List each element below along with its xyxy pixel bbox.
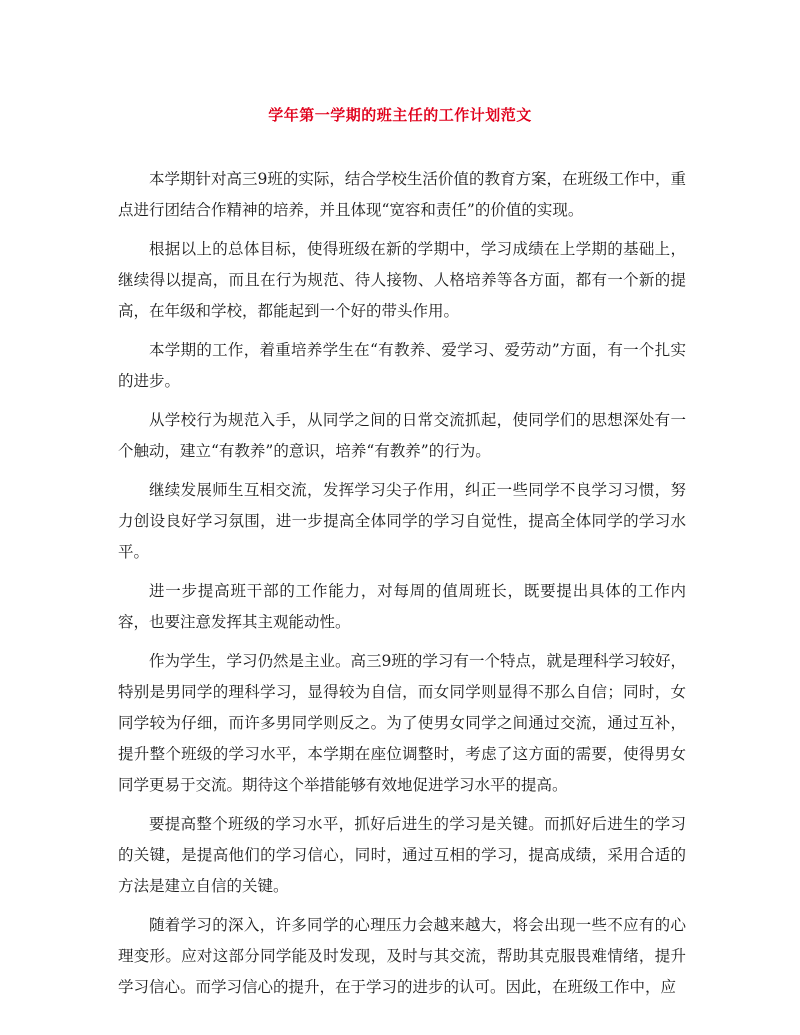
- paragraph-8: 要提高整个班级的学习水平，抓好后进生的学习是关键。而抓好后进生的学习的关键，是提高他们的学习信心，同时，通过互相的学习，提高成绩，采用合适的方法是建立自信的关键。: [118, 815, 686, 895]
- paragraph-5: 继续发展师生互相交流，发挥学习尖子作用，纠正一些同学不良学习习惯，努力创设良好学习氛围，进一步提高全体同学的学习自觉性，提高全体同学的学习水平。: [118, 481, 686, 561]
- document-body: [118, 164, 686, 1011]
- paragraph-9: 随着学习的深入，许多同学的心理压力会越来越大，将会出现一些不应有的心理变形。应对这部分同学能及时发现，及时与其交流，帮助其克服畏难情绪，提升学习信心。而学习信心的提升，在于学习的进步的认可。因此，在班级工作中，应: [118, 916, 686, 996]
- paragraph-6: 进一步提高班干部的工作能力，对每周的值周班长，既要提出具体的工作内容，也要注意发挥其主观能动性。: [118, 582, 686, 631]
- paragraph-1: 本学期针对高三9班的实际，结合学校生活价值的教育方案，在班级工作中，重点进行团结合作精神的培养，并且体现“宽容和责任”的价值的实现。: [118, 170, 686, 219]
- paragraph-4: 从学校行为规范入手，从同学之间的日常交流抓起，使同学们的思想深处有一个触动，建立“有教养”的意识，培养“有教养”的行为。: [118, 411, 686, 460]
- paragraph-2: 根据以上的总体目标，使得班级在新的学期中，学习成绩在上学期的基础上，继续得以提高，而且在行为规范、待人接物、人格培养等各方面，都有一个新的提高，在年级和学校，都能起到一个好的带头作用。: [118, 240, 686, 320]
- paragraph-3: 本学期的工作，着重培养学生在“有教养、爱学习、爱劳动”方面，有一个扎实的进步。: [118, 341, 686, 390]
- document-title: 学年第一学期的班主任的工作计划范文: [268, 106, 532, 124]
- paragraph-7: 作为学生，学习仍然是主业。高三9班的学习有一个特点，就是理科学习较好，特别是男同学的理科学习，显得较为自信，而女同学则显得不那么自信；同时，女同学较为仔细，而许多男同学则反之。为了使男女同学之间通过交流，通过互补，提升整个班级的学习水平，本学期在座位调整时，考虑了这方面的需要，使得男女同学更易于交流。期待这个举措能够有效地促进学习水平的提高。: [118, 652, 686, 794]
